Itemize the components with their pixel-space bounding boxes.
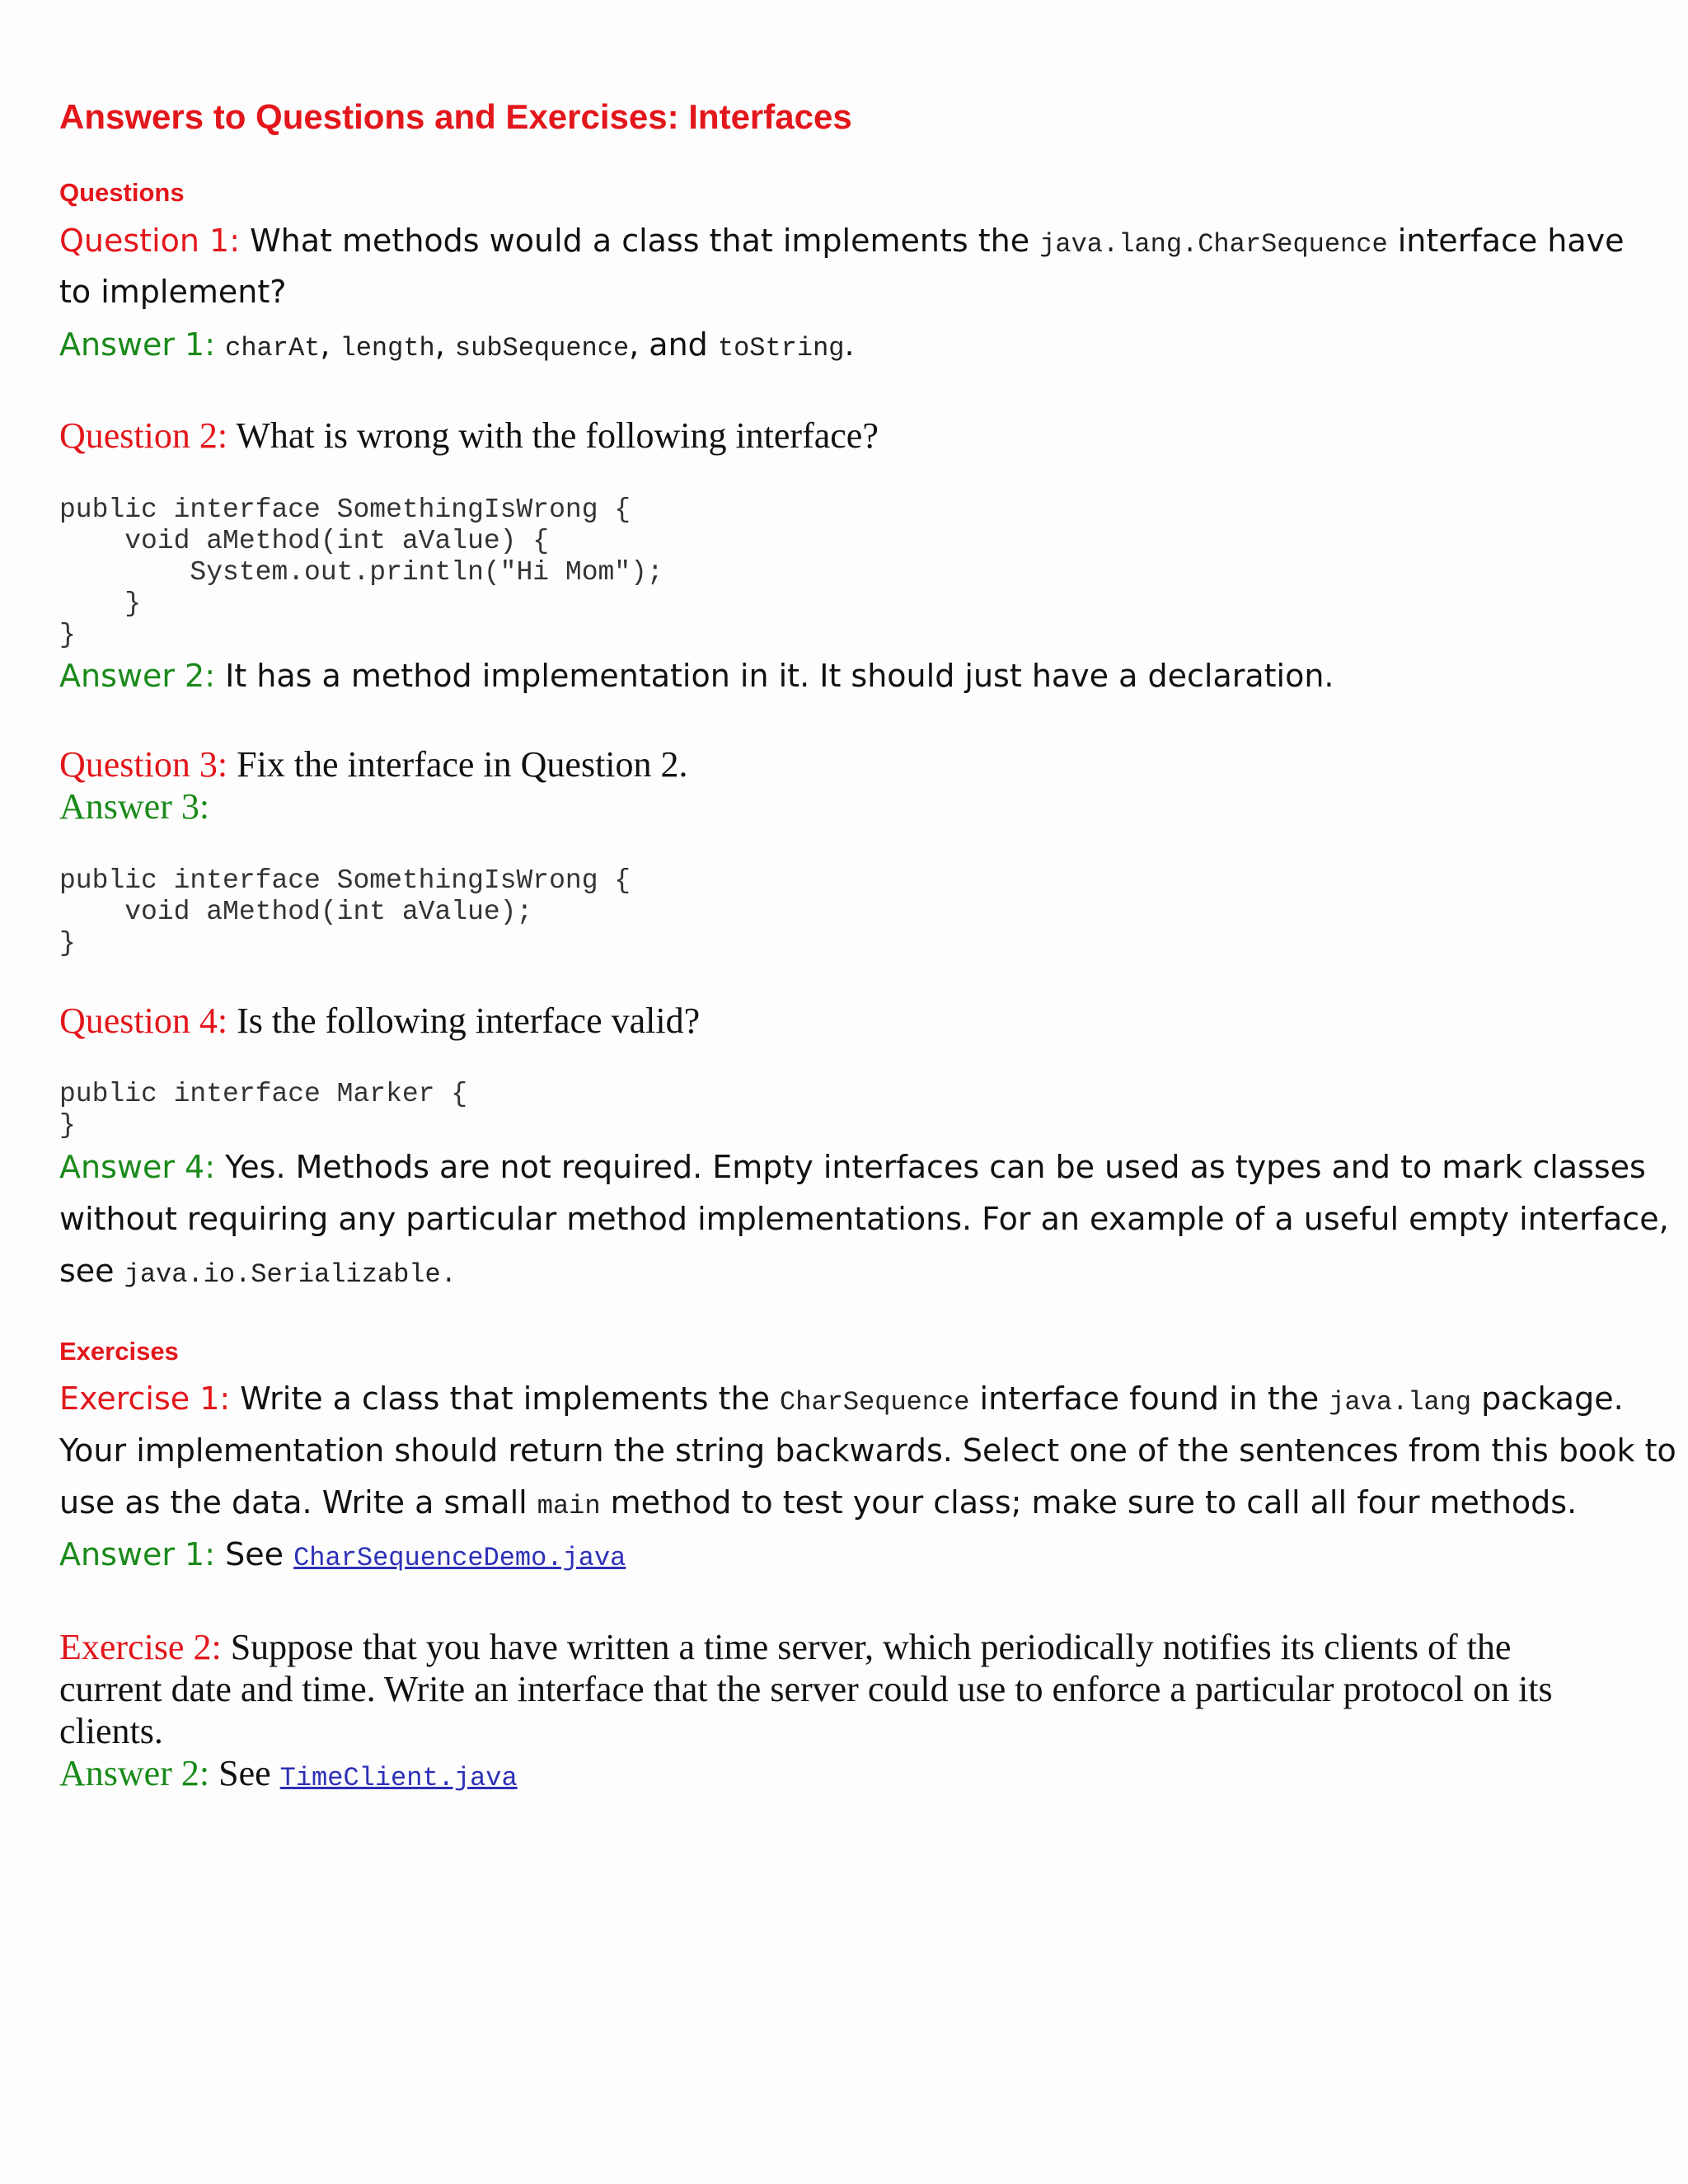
answer-4-text: see	[59, 1253, 124, 1289]
questions-heading: Questions	[59, 178, 185, 207]
exercises-heading: Exercises	[59, 1337, 179, 1366]
question-4	[59, 1000, 700, 1042]
exercise-2-line-3: clients.	[59, 1711, 163, 1751]
question-1-line-2: to implement?	[59, 274, 287, 310]
exercise-1-text: Write a class that implements the	[230, 1380, 781, 1417]
question-2-label: Question 2:	[59, 415, 228, 456]
question-3-text: Fix the interface in Question 2.	[227, 744, 688, 785]
exercise-1-line-3	[59, 1484, 1577, 1521]
question-1-label: Question 1:	[59, 223, 241, 259]
question-1	[59, 223, 1625, 260]
separator: , and	[629, 326, 718, 363]
answer-3-label: Answer 3:	[59, 786, 210, 827]
separator: ,	[434, 326, 455, 363]
page-title: Answers to Questions and Exercises: Interfaces	[59, 97, 852, 136]
code-block-answer-3: public interface SomethingIsWrong { void aMethod(int aValue); }	[59, 865, 631, 958]
exercise-1-line-2: Your implementation should return the string backwards. Select one of the sentences from this book to	[59, 1432, 1676, 1469]
code-block-question-4: public interface Marker { }	[59, 1079, 468, 1141]
exercise-answer-2-label: Answer 2:	[59, 1753, 210, 1793]
code-block-question-2: public interface SomethingIsWrong { void aMethod(int aValue) { System.out.println("Hi Mom"); } }	[59, 494, 663, 650]
exercise-1-text: interface found in the	[969, 1380, 1329, 1417]
answer-4-line-2: without requiring any particular method implementations. For an example of a useful empty interface,	[59, 1201, 1669, 1237]
question-1-text: interface have	[1387, 223, 1625, 259]
separator: .	[844, 326, 855, 363]
answer-4-line-3	[59, 1253, 457, 1290]
exercise-2	[59, 1626, 1511, 1668]
question-2-text: What is wrong with the following interface?	[227, 415, 879, 456]
answer-1-label: Answer 1:	[59, 326, 216, 363]
answer-4-label: Answer 4:	[59, 1149, 216, 1185]
exercise-answer-2	[59, 1752, 518, 1794]
exercise-answer-1	[59, 1536, 626, 1573]
question-4-label: Question 4:	[59, 1001, 228, 1041]
question-1-text: What methods would a class that implements the	[240, 223, 1040, 259]
question-3	[59, 743, 688, 785]
answer-4	[59, 1149, 1646, 1185]
exercise-1	[59, 1380, 1624, 1418]
exercise-answer-2-text: See	[209, 1753, 280, 1793]
answer-2	[59, 658, 1334, 694]
inline-code: charAt	[225, 333, 321, 363]
exercise-2-line-2: current date and time. Write an interface that the server could use to enforce a particular protocol on its	[59, 1669, 1553, 1709]
inline-code: length	[340, 333, 435, 363]
inline-code: main	[537, 1491, 601, 1521]
inline-code: toString	[717, 333, 845, 363]
answer-2-text: It has a method implementation in it. It should just have a declaration.	[215, 658, 1334, 694]
answer-4-text: Yes. Methods are not required. Empty interfaces can be used as types and to mark classes	[215, 1149, 1646, 1185]
inline-code: CharSequence	[780, 1387, 970, 1418]
exercise-2-label: Exercise 2:	[59, 1627, 222, 1667]
separator: ,	[320, 326, 340, 363]
inline-code: java.lang	[1329, 1387, 1472, 1418]
exercise-1-text: use as the data. Write a small	[59, 1484, 537, 1521]
exercise-answer-1-text: See	[215, 1536, 294, 1572]
inline-code: java.io.Serializable.	[124, 1259, 457, 1290]
exercise-1-text: package.	[1471, 1380, 1624, 1417]
exercise-answer-1-label: Answer 1:	[59, 1536, 216, 1572]
answer-1	[59, 326, 855, 363]
question-3-label: Question 3:	[59, 744, 228, 785]
timeclient-link[interactable]: TimeClient.java	[279, 1763, 518, 1793]
charsequencedemo-link[interactable]: CharSequenceDemo.java	[293, 1543, 626, 1573]
exercise-1-label: Exercise 1:	[59, 1380, 231, 1417]
answer-2-label: Answer 2:	[59, 658, 216, 694]
exercise-2-text: Suppose that you have written a time server, which periodically notifies its clients of the	[221, 1627, 1512, 1667]
inline-code: subSequence	[454, 333, 630, 363]
question-4-text: Is the following interface valid?	[227, 1001, 701, 1041]
question-2	[59, 415, 879, 457]
inline-code: java.lang.CharSequence	[1039, 229, 1388, 260]
exercise-1-text: method to test your class; make sure to call all four methods.	[600, 1484, 1578, 1521]
